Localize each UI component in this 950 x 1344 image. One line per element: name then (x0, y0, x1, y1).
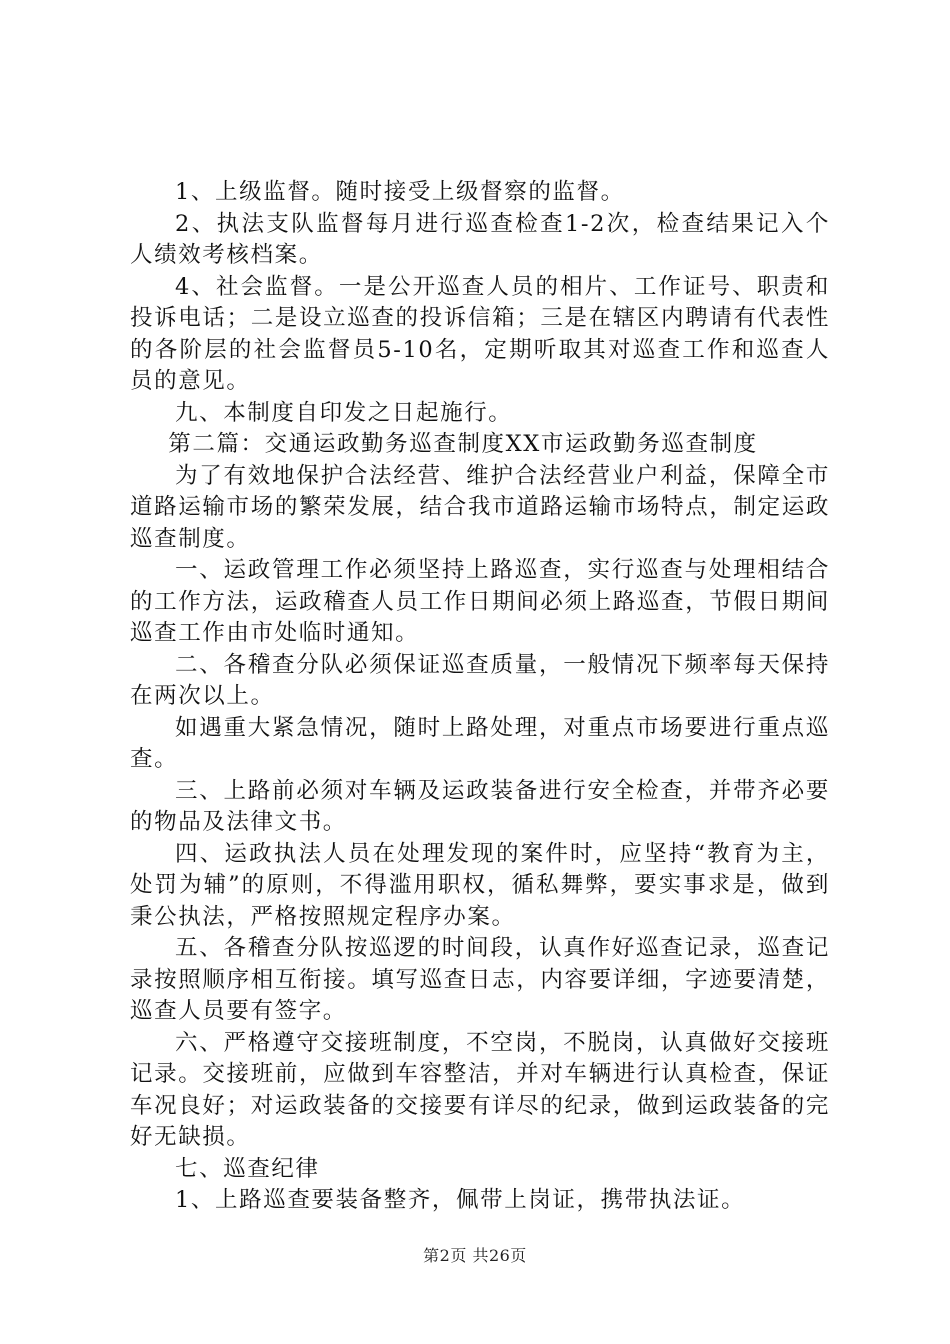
paragraph-rule-seven-heading: 七、巡查纪律 (175, 1155, 320, 1182)
section-heading-part-two: 第二篇：交通运政勤务巡查制度XX市运政勤务巡查制度 (168, 431, 758, 457)
paragraph-discipline-one: 1、上路巡查要装备整齐，佩带上岗证，携带执法证。 (175, 1187, 746, 1213)
paragraph-supervision-superior: 1、上级监督。随时接受上级督察的监督。 (175, 179, 625, 205)
paragraph-rule-one: 一、运政管理工作必须坚持上路巡查，实行巡查与处理相结合的工作方法，运政稽查人员工作日期间必须上路巡查，节假日期间巡查工作由市处临时通知。 (130, 557, 830, 646)
page-footer (0, 1243, 950, 1266)
paragraph-rule-five: 五、各稽查分队按巡逻的时间段，认真作好巡查记录，巡查记录按照顺序相互衔接。填写巡查日志，内容要详细，字迹要清楚，巡查人员要有签字。 (130, 935, 830, 1024)
paragraph-effective-date: 九、本制度自印发之日起施行。 (175, 399, 513, 426)
paragraph-rule-three: 三、上路前必须对车辆及运政装备进行安全检查，并带齐必要的物品及法律文书。 (130, 777, 830, 835)
paragraph-purpose: 为了有效地保护合法经营、维护合法经营业户利益，保障全市道路运输市场的繁荣发展，结合我市道路运输市场特点，制定运政巡查制度。 (130, 462, 830, 552)
paragraph-supervision-detachment: 2、执法支队监督每月进行巡查检查1-2次，检查结果记入个人绩效考核档案。 (130, 210, 830, 268)
paragraph-supervision-social: 4、社会监督。一是公开巡查人员的相片、工作证号、职责和投诉电话；二是设立巡查的投诉信箱；三是在辖区内聘请有代表性的各阶层的社会监督员5-10名，定期听取其对巡查工作和巡查人员的意见。 (130, 273, 830, 394)
paragraph-rule-four: 四、运政执法人员在处理发现的案件时，应坚持“教育为主，处罚为辅”的原则，不得滥用职权，循私舞弊，要实事求是，做到秉公执法，严格按照规定程序办案。 (130, 840, 830, 930)
paragraph-emergency: 如遇重大紧急情况，随时上路处理，对重点市场要进行重点巡查。 (130, 714, 830, 772)
document-body (130, 177, 830, 1217)
paragraph-rule-two: 二、各稽查分队必须保证巡查质量，一般情况下频率每天保持在两次以上。 (130, 651, 830, 709)
page-number-label: 第2页 共26页 (423, 1246, 527, 1265)
paragraph-rule-six: 六、严格遵守交接班制度，不空岗，不脱岗，认真做好交接班记录。交接班前，应做到车容整洁，并对车辆进行认真检查，保证车况良好；对运政装备的交接要有详尽的纪录，做到运政装备的完好无缺损。 (130, 1029, 830, 1150)
